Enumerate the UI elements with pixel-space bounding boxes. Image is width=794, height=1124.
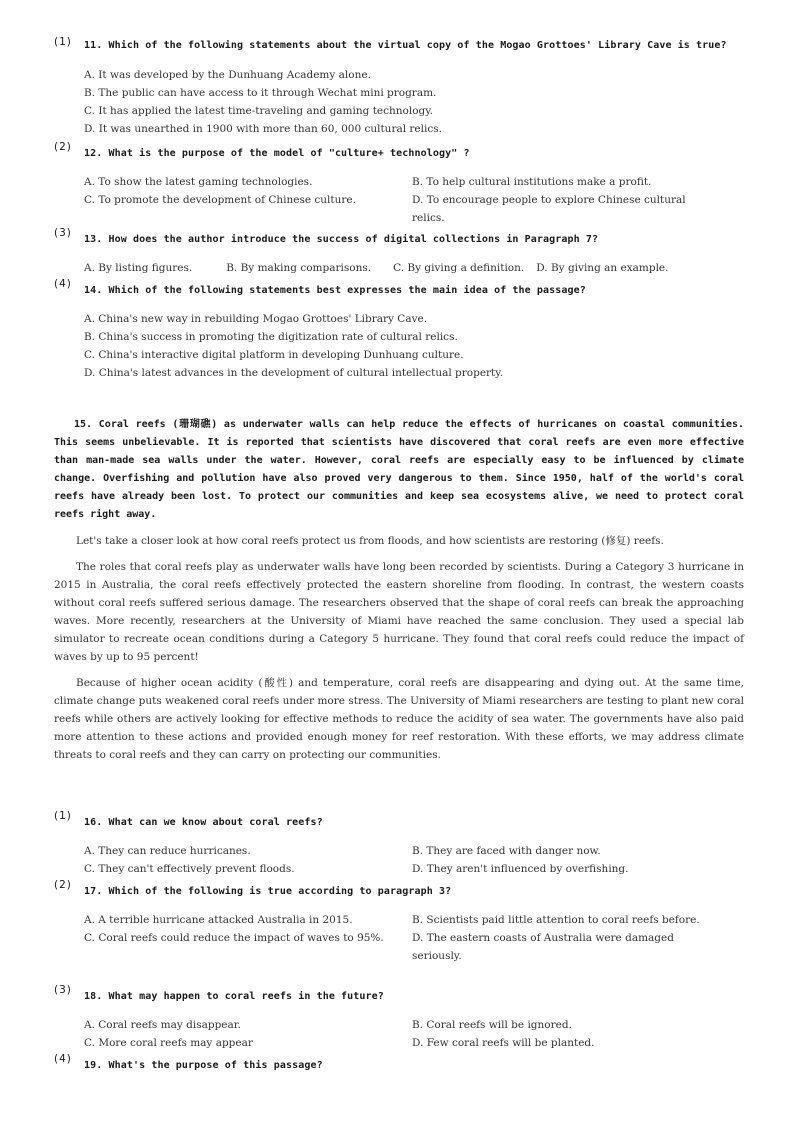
option-c[interactable]: C. It has applied the latest time-traveling and gaming technology. <box>84 105 434 117</box>
question-18 <box>54 984 754 1052</box>
option-b[interactable]: B. The public can have access to it through Wechat mini program. <box>84 87 437 99</box>
question-stem: 18. What may happen to coral reefs in the future? <box>84 991 384 1002</box>
question-number: (1) <box>54 36 72 48</box>
question-number: (1) <box>54 810 72 822</box>
option-c[interactable]: C. They can't effectively prevent floods. <box>84 863 295 875</box>
question-number: (2) <box>54 879 72 891</box>
question-11 <box>54 36 754 138</box>
option-a[interactable]: A. China's new way in rebuilding Mogao Grottoes' Library Cave. <box>84 313 428 325</box>
option-a[interactable]: A. A terrible hurricane attacked Australia in 2015. <box>84 914 353 926</box>
options-list <box>84 173 754 227</box>
option-d[interactable]: D. The eastern coasts of Australia were damaged seriously. <box>412 932 674 962</box>
reading-passage <box>54 416 744 764</box>
option-d[interactable]: D. They aren't influenced by overfishing. <box>412 863 629 875</box>
option-d[interactable]: D. Few coral reefs will be planted. <box>412 1037 595 1049</box>
question-number: (4) <box>54 1053 72 1065</box>
option-b[interactable]: B. By making comparisons. <box>226 262 372 274</box>
question-12 <box>54 141 754 227</box>
question-number: (4) <box>54 278 72 290</box>
question-stem: 11. Which of the following statements about the virtual copy of the Mogao Grottoes' Library Cave is true? <box>84 40 727 51</box>
options-list <box>84 66 754 138</box>
option-c[interactable]: C. By giving a definition. <box>393 262 525 274</box>
question-13 <box>54 227 754 277</box>
option-a[interactable]: A. To show the latest gaming technologies. <box>84 176 313 188</box>
option-d[interactable]: D. By giving an example. <box>536 262 669 274</box>
option-b[interactable]: B. Coral reefs will be ignored. <box>412 1019 572 1031</box>
question-number: (3) <box>54 227 72 239</box>
option-a[interactable]: A. By listing figures. <box>84 262 193 274</box>
option-c[interactable]: C. Coral reefs could reduce the impact of waves to 95%. <box>84 932 384 944</box>
question-19 <box>54 1053 754 1075</box>
options-list <box>84 911 754 965</box>
option-d[interactable]: D. It was unearthed in 1900 with more than 60, 000 cultural relics. <box>84 123 442 135</box>
question-17 <box>54 879 754 965</box>
options-list <box>84 259 754 277</box>
passage-paragraph: Let's take a closer look at how coral reefs protect us from floods, and how scientists are restoring (修复) reefs. <box>76 535 664 547</box>
option-b[interactable]: B. They are faced with danger now. <box>412 845 601 857</box>
option-c[interactable]: C. More coral reefs may appear <box>84 1037 253 1049</box>
question-stem: 14. Which of the following statements best expresses the main idea of the passage? <box>84 285 586 296</box>
passage-paragraph: Because of higher ocean acidity (酸性) and temperature, coral reefs are disappearing and dying out. At the same time, climate change puts weakened coral reefs under more stress. The University of Miami researchers are testing to plant new coral reefs while others are actively looking for effective methods to reduce the acidity of sea water. The governments have also paid more attention to these actions and provided enough money for reef restoration. With these efforts, we may address climate threats to coral reefs and they can carry on protecting our communities. <box>54 677 744 761</box>
option-b[interactable]: B. To help cultural institutions make a profit. <box>412 176 652 188</box>
passage-intro: 15. Coral reefs (珊瑚礁) as underwater walls can help reduce the effects of hurricanes on coastal communities. This seems unbelievable. It is reported that scientists have discovered that coral reefs are even more effective than man-made sea walls under the water. However, coral reefs are especially easy to be influenced by climate change. Overfishing and pollution have also proved very dangerous to them. Since 1950, half of the world's coral reefs have already been lost. To protect our communities and keep sea ecosystems alive, we need to protect coral reefs right away. <box>54 419 744 520</box>
question-stem: 16. What can we know about coral reefs? <box>84 817 323 828</box>
option-d[interactable]: D. China's latest advances in the development of cultural intellectual property. <box>84 367 504 379</box>
question-number: (2) <box>54 141 72 153</box>
option-c[interactable]: C. To promote the development of Chinese culture. <box>84 194 356 206</box>
question-16 <box>54 810 754 878</box>
question-stem: 19. What's the purpose of this passage? <box>84 1060 323 1071</box>
option-b[interactable]: B. China's success in promoting the digitization rate of cultural relics. <box>84 331 458 343</box>
question-stem: 17. Which of the following is true according to paragraph 3? <box>84 886 452 897</box>
option-a[interactable]: A. It was developed by the Dunhuang Academy alone. <box>84 69 371 81</box>
options-list <box>84 310 754 382</box>
option-a[interactable]: A. Coral reefs may disappear. <box>84 1019 241 1031</box>
passage-paragraph: The roles that coral reefs play as underwater walls have long been recorded by scientists. During a Category 3 hurricane in 2015 in Australia, the coral reefs effectively protected the eastern shoreline from flooding. In contrast, the western coasts without coral reefs suffered serious damage. The researchers observed that the shape of coral reefs can break the approaching waves. More recently, researchers at the University of Miami have reached the same conclusion. They used a special lab simulator to recreate ocean conditions during a Category 5 hurricane. They found that coral reefs could reduce the impact of waves by up to 95 percent! <box>54 561 744 663</box>
options-list <box>84 1016 754 1052</box>
question-number: (3) <box>54 984 72 996</box>
option-b[interactable]: B. Scientists paid little attention to coral reefs before. <box>412 914 700 926</box>
question-stem: 12. What is the purpose of the model of "culture+ technology" ? <box>84 148 470 159</box>
option-d[interactable]: D. To encourage people to explore Chinese cultural relics. <box>412 194 686 224</box>
option-c[interactable]: C. China's interactive digital platform in developing Dunhuang culture. <box>84 349 464 361</box>
option-a[interactable]: A. They can reduce hurricanes. <box>84 845 251 857</box>
question-14 <box>54 278 754 382</box>
options-list <box>84 842 754 878</box>
question-stem: 13. How does the author introduce the success of digital collections in Paragraph 7? <box>84 234 599 245</box>
